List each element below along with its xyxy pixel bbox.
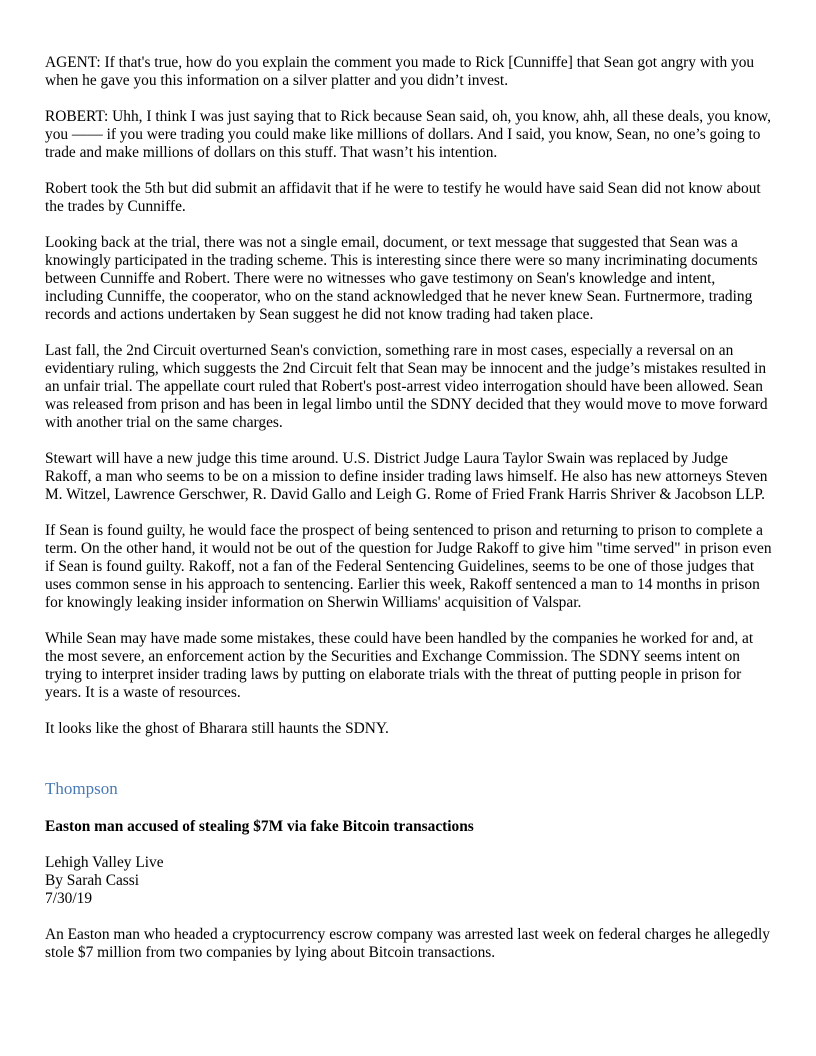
paragraph-affidavit: Robert took the 5th but did submit an affidavit that if he were to testify he would have said Sean did not know about the trades by Cunniffe. [45, 180, 761, 215]
paragraph-trial-review: Looking back at the trial, there was not a single email, document, or text message that suggested that Sean was a knowingly participated in the trading scheme. This is interesting since there were so many incriminating documents between Cunniffe and Robert. There were no witnesses who gave testimony on Sean's knowledge and intent, including Cunniffe, the cooperator, who on the stand acknowledged that he never knew Sean. Furtnermore, trading records and actions undertaken by Sean suggest he did not know trading had taken place. [45, 234, 758, 323]
article-source: Lehigh Valley Live [45, 854, 164, 871]
article-author: By Sarah Cassi [45, 872, 140, 889]
section-heading: Thompson [45, 779, 118, 798]
paragraph-new-judge: Stewart will have a new judge this time around. U.S. District Judge Laura Taylor Swain was replaced by Judge Rakoff, a man who seems to be on a mission to define insider trading laws himself. He also has new attorneys Steven M. Witzel, Lawrence Gerschwer, R. David Gallo and Leigh G. Rome of Fried Frank Harris Shriver & Jacobson LLP. [45, 450, 768, 503]
article-date: 7/30/19 [45, 890, 93, 907]
document-page [45, 54, 773, 980]
paragraph-second-circuit: Last fall, the 2nd Circuit overturned Sean's conviction, something rare in most cases, especially a reversal on an evidentiary ruling, which suggests the 2nd Circuit felt that Sean may be innocent and the judge’s mistakes resulted in an unfair trial. The appellate court ruled that Robert's post-arrest video interrogation should have been allowed. Sean was released from prison and has been in legal limbo until the SDNY decided that they would move to move forward with another trial on the same charges. [45, 342, 768, 431]
paragraph-mistakes: While Sean may have made some mistakes, these could have been handled by the companies he worked for and, at the most severe, an enforcement action by the Securities and Exchange Commission. The SDNY seems intent on trying to interpret insider trading laws by putting on elaborate trials with the threat of putting people in prison for years. It is a waste of resources. [45, 630, 754, 701]
paragraph-sentencing: If Sean is found guilty, he would face the prospect of being sentenced to prison and returning to prison to complete a term. On the other hand, it would not be out of the question for Judge Rakoff to give him "time served" in prison even if Sean is found guilty. Rakoff, not a fan of the Federal Sentencing Guidelines, seems to be one of those judges that uses common sense in his approach to sentencing. Earlier this week, Rakoff sentenced a man to 14 months in prison for knowingly leaking insider information on Sherwin Williams' acquisition of Valspar. [45, 522, 772, 611]
article-lead-paragraph: An Easton man who headed a cryptocurrency escrow company was arrested last week on federal charges he allegedly stole $7 million from two companies by lying about Bitcoin transactions. [45, 926, 770, 961]
paragraph-robert-answer: ROBERT: Uhh, I think I was just saying that to Rick because Sean said, oh, you know, ahh, all these deals, you know, you —— if you were trading you could make like millions of dollars. And I said, you know, Sean, no one’s going to trade and make millions of dollars on this stuff. That wasn’t his intention. [45, 108, 771, 161]
article-byline [45, 854, 773, 908]
article-title: Easton man accused of stealing $7M via fake Bitcoin transactions [45, 818, 474, 835]
paragraph-closing: It looks like the ghost of Bharara still haunts the SDNY. [45, 720, 389, 737]
paragraph-agent-question: AGENT: If that's true, how do you explain the comment you made to Rick [Cunniffe] that Sean got angry with you when he gave you this information on a silver platter and you didn’t invest. [45, 54, 755, 89]
